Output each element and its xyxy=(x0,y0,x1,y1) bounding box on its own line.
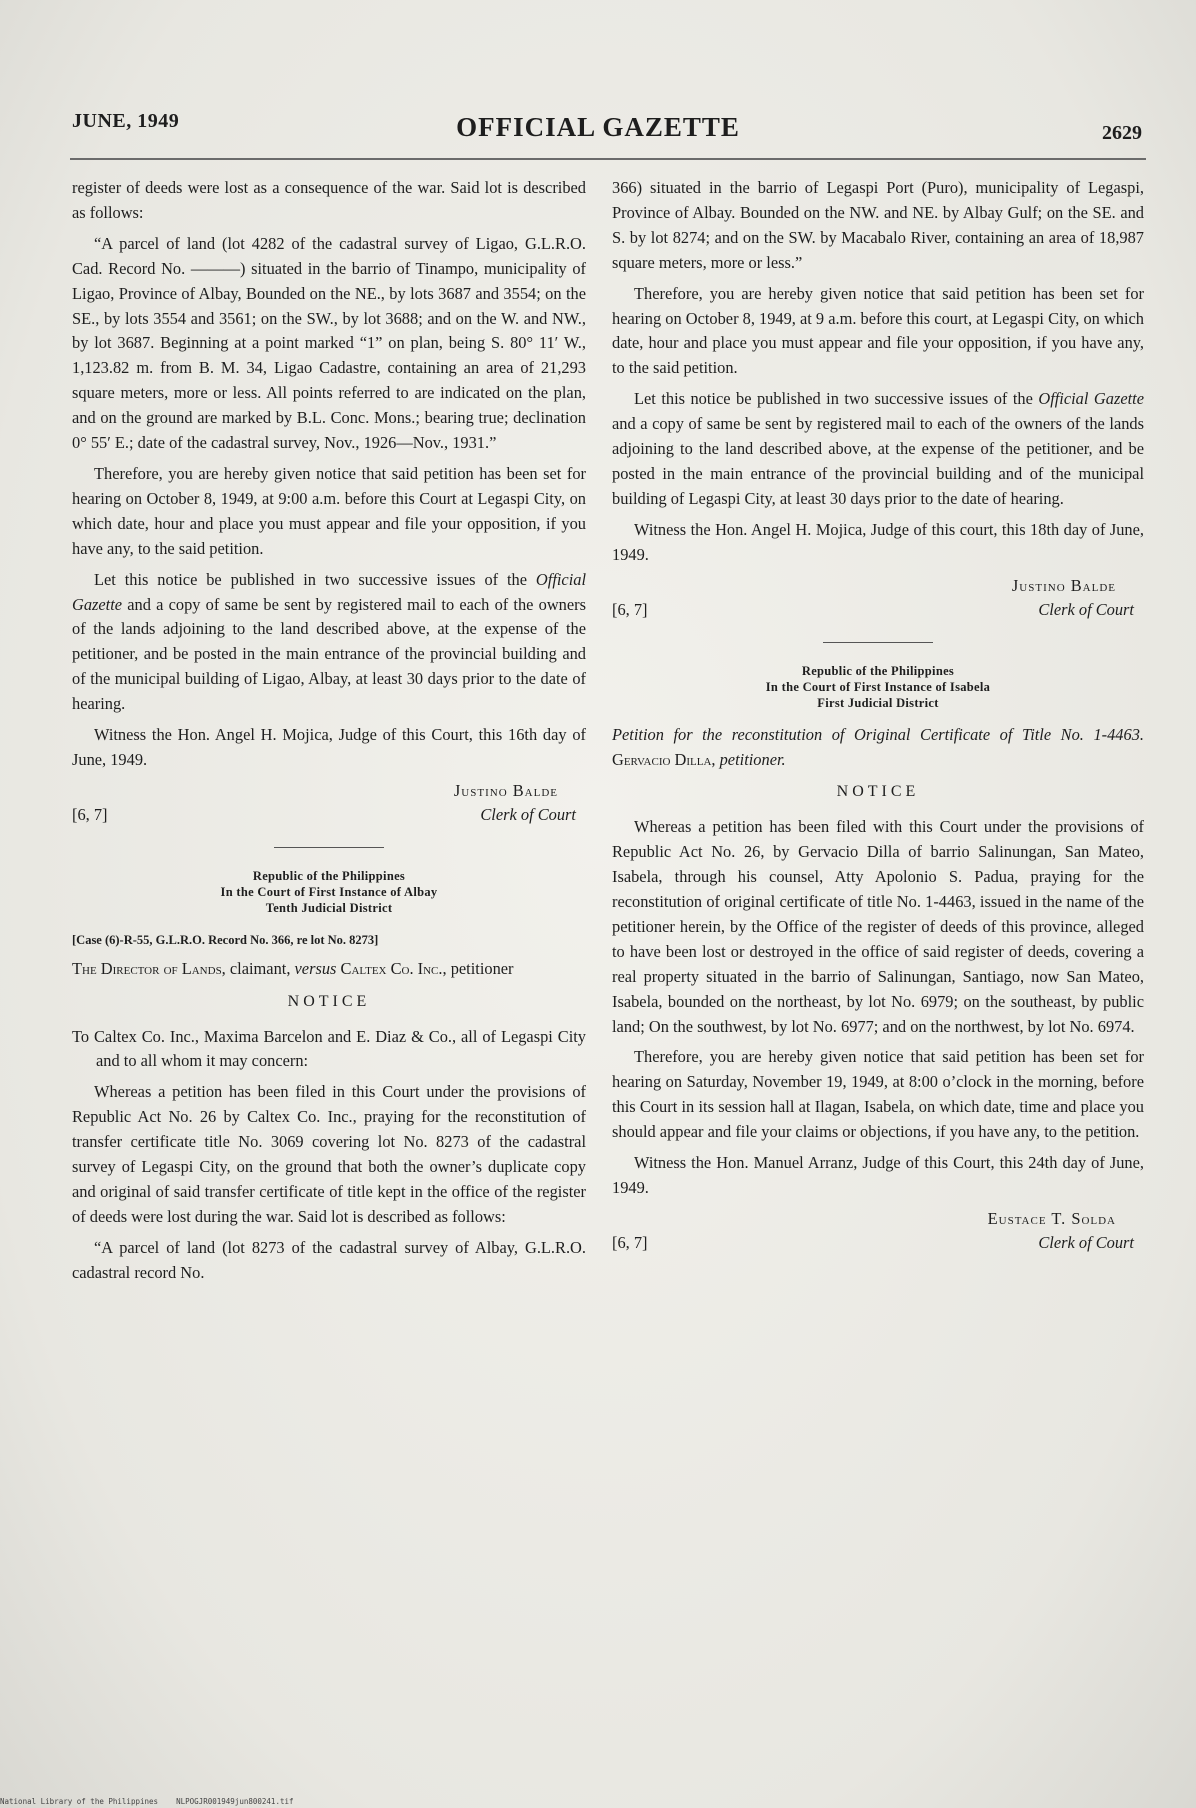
page-number: 2629 xyxy=(1102,122,1142,144)
issue-reference: [6, 7] xyxy=(612,1232,648,1252)
paragraph: Therefore, you are hereby given notice that said petition has been set for hearing on October 8, 1949, at 9 a.m. before this court, at Legaspi City, on which date, hour and place you must appear and file your opposition, if you have any, to the said petition. xyxy=(612,283,1144,378)
issue-reference: [6, 7] xyxy=(72,804,108,824)
court-heading xyxy=(72,868,586,916)
court-heading xyxy=(612,663,1144,711)
witness-line: Witness the Hon. Manuel Arranz, Judge of this Court, this 24th day of June, 1949. xyxy=(612,1153,1144,1197)
paragraph: Therefore, you are hereby given notice that said petition has been set for hearing on Saturday, November 19, 1949, at 8:00 o’clock in the morning, before this Court in its session hall at Ilagan, Isabela, on which date, time and place you should appear and file your claims or objections, if you have any, to the petition. xyxy=(612,1047,1144,1142)
paragraph xyxy=(612,387,1144,512)
petition-caption xyxy=(612,723,1144,773)
signatory-role: Clerk of Court xyxy=(1038,1232,1134,1252)
signatory-role: Clerk of Court xyxy=(1038,599,1134,619)
signature-block xyxy=(612,574,1144,624)
notice-heading: NOTICE xyxy=(287,992,371,1010)
notice-heading: NOTICE xyxy=(836,783,920,801)
publication-title: OFFICIAL GAZETTE xyxy=(456,112,740,142)
signatory-role: Clerk of Court xyxy=(480,804,576,824)
case-number: [Case (6)-R-55, G.L.R.O. Record No. 366, re lot No. 8273] xyxy=(72,932,379,947)
paragraph: Whereas a petition has been filed with this Court under the provisions of Republic Act No. 26, by Gervacio Dilla of barrio Salinungan, San Mateo, Isabela, through his counsel, Atty Apolonio S. Padua, praying for the reconstitution of original certificate of title No. 1-4463, issued in the name of the petitioner herein, by the Office of the register of deeds of this province, alleged to have been lost or destroyed in the office of said register of deeds, covering a real property situated in the barrio of Salinungan, Santiago, now San Mateo, Isabela, bounded on the northeast, by lot No. 6979; on the southeast, by public land; On the southwest, by lot No. 6977; and on the northwest, by lot No. 6974. xyxy=(612,817,1144,1036)
section-divider xyxy=(823,642,933,643)
paragraph: Therefore, you are hereby given notice that said petition has been set for hearing on October 8, 1949, at 9:00 a.m. before this Court at Legaspi City, on which date, hour and place you must appear and file your opposition, if you have any, to the said petition. xyxy=(72,463,586,558)
text: claimant, xyxy=(225,958,295,978)
claimant-name: The Director of Lands, xyxy=(72,958,226,978)
petitioner-name: Gervacio Dilla, xyxy=(612,749,716,769)
witness-line: Witness the Hon. Angel H. Mojica, Judge of this court, this 18th day of June, 1949. xyxy=(612,519,1144,564)
signatory-name: Justino Balde xyxy=(1011,575,1116,595)
paragraph: register of deeds were lost as a consequence of the war. Said lot is described as follows: xyxy=(72,178,586,222)
parties-line xyxy=(72,957,586,982)
text: petitioner xyxy=(446,958,514,978)
signatory-name: Justino Balde xyxy=(453,780,558,800)
header-rule xyxy=(70,158,1146,160)
court-line: Republic of the Philippines xyxy=(801,663,955,678)
petitioner-name: Caltex Co. Inc., xyxy=(336,958,447,978)
court-line: Republic of the Philippines xyxy=(252,868,406,883)
court-line: Tenth Judicial District xyxy=(265,900,393,915)
court-line: In the Court of First Instance of Albay xyxy=(220,884,438,899)
gazette-name: Official Gazette xyxy=(1038,389,1144,409)
caption-text: Petition for the reconstitution of Original Certificate of Title No. 1-4463. xyxy=(612,724,1144,744)
petitioner-role: petitioner. xyxy=(715,749,786,769)
paragraph xyxy=(72,568,586,717)
paragraph: 366) situated in the barrio of Legaspi Port (Puro), municipality of Legaspi, Province of Albay. Bounded on the NW. and NE. by Albay Gulf; on the SE. and S. by lot 8274; and on the SW. by Macabalo River, containing an area of 18,987 square meters, more or less.” xyxy=(612,178,1144,272)
scan-footer xyxy=(0,1797,294,1806)
right-column xyxy=(612,176,1144,1267)
issue-reference: [6, 7] xyxy=(612,599,648,619)
signature-block xyxy=(612,1207,1144,1257)
paragraph: “A parcel of land (lot 8273 of the cadastral survey of Albay, G.L.R.O. cadastral record No. xyxy=(72,1237,586,1282)
signature-block xyxy=(72,779,586,829)
file-name: NLPOGJR001949jun800241.tif xyxy=(176,1797,294,1806)
text: Let this notice be published in two successive issues of the xyxy=(634,389,1039,409)
section-divider xyxy=(274,847,384,848)
text: Let this notice be published in two successive issues of the xyxy=(94,569,536,589)
lot-description: “A parcel of land (lot 4282 of the cadastral survey of Ligao, G.L.R.O. Cad. Record No. ———) situated in the barrio of Tinampo, municipality of Ligao, Province of Albay, Bounded on the NE., by lots 3687 and 3554; on the SE., by lots 3554 and 3561; on the SW., by lot 3688; and on the W. and NW., by lot 3687. Beginning at a point marked “1” on plan, being S. 80° 11′ W., 1,123.82 m. from B. M. 34, Ligao Cadastre, containing an area of 21,293 square meters, more or less. All points referred to are indicated on the plan, and on the ground are marked by B.L. Conc. Mons.; bearing true; declination 0° 55′ E.; date of the cadastral survey, Nov., 1926—Nov., 1931.” xyxy=(72,233,586,453)
text: and a copy of same be sent by registered mail to each of the owners of the lands adjoining to the land described above, at the expense of the petitioner, and be posted in the main entrance of the provincial building and of the municipal building of Ligao, Albay, at least 30 days prior to the date of hearing. xyxy=(72,594,586,714)
paragraph: Whereas a petition has been filed in this Court under the provisions of Republic Act No. 26 by Caltex Co. Inc., praying for the reconstitution of transfer certificate title No. 3069 covering lot No. 8273 of the cadastral survey of Legaspi City, on the ground that both the owner’s duplicate copy and original of said transfer certificate of title kept in the office of the register of deeds were lost during the war. Said lot is described as follows: xyxy=(72,1082,586,1226)
versus-label: versus xyxy=(294,958,337,978)
library-name: National Library of the Philippines xyxy=(0,1797,159,1806)
text: and a copy of same be sent by registered mail to each of the owners of the lands adjoining to the land described above, at the expense of the petitioner, and be posted in the main entrance of the provincial building and of the municipal building of Legaspi City, at least 30 days prior to the date of hearing. xyxy=(612,414,1144,508)
court-line: First Judicial District xyxy=(817,695,939,710)
signatory-name: Eustace T. Solda xyxy=(987,1208,1116,1228)
issue-date: JUNE, 1949 xyxy=(72,110,180,132)
addressee-line: To Caltex Co. Inc., Maxima Barcelon and E. Diaz & Co., all of Legaspi City and to all whom it may concern: xyxy=(72,1026,586,1071)
witness-line: Witness the Hon. Angel H. Mojica, Judge of this Court, this 16th day of June, 1949. xyxy=(72,725,586,769)
court-line: In the Court of First Instance of Isabela xyxy=(765,679,991,694)
left-column xyxy=(72,176,586,1292)
gazette-name: Official Gazette xyxy=(72,569,586,614)
